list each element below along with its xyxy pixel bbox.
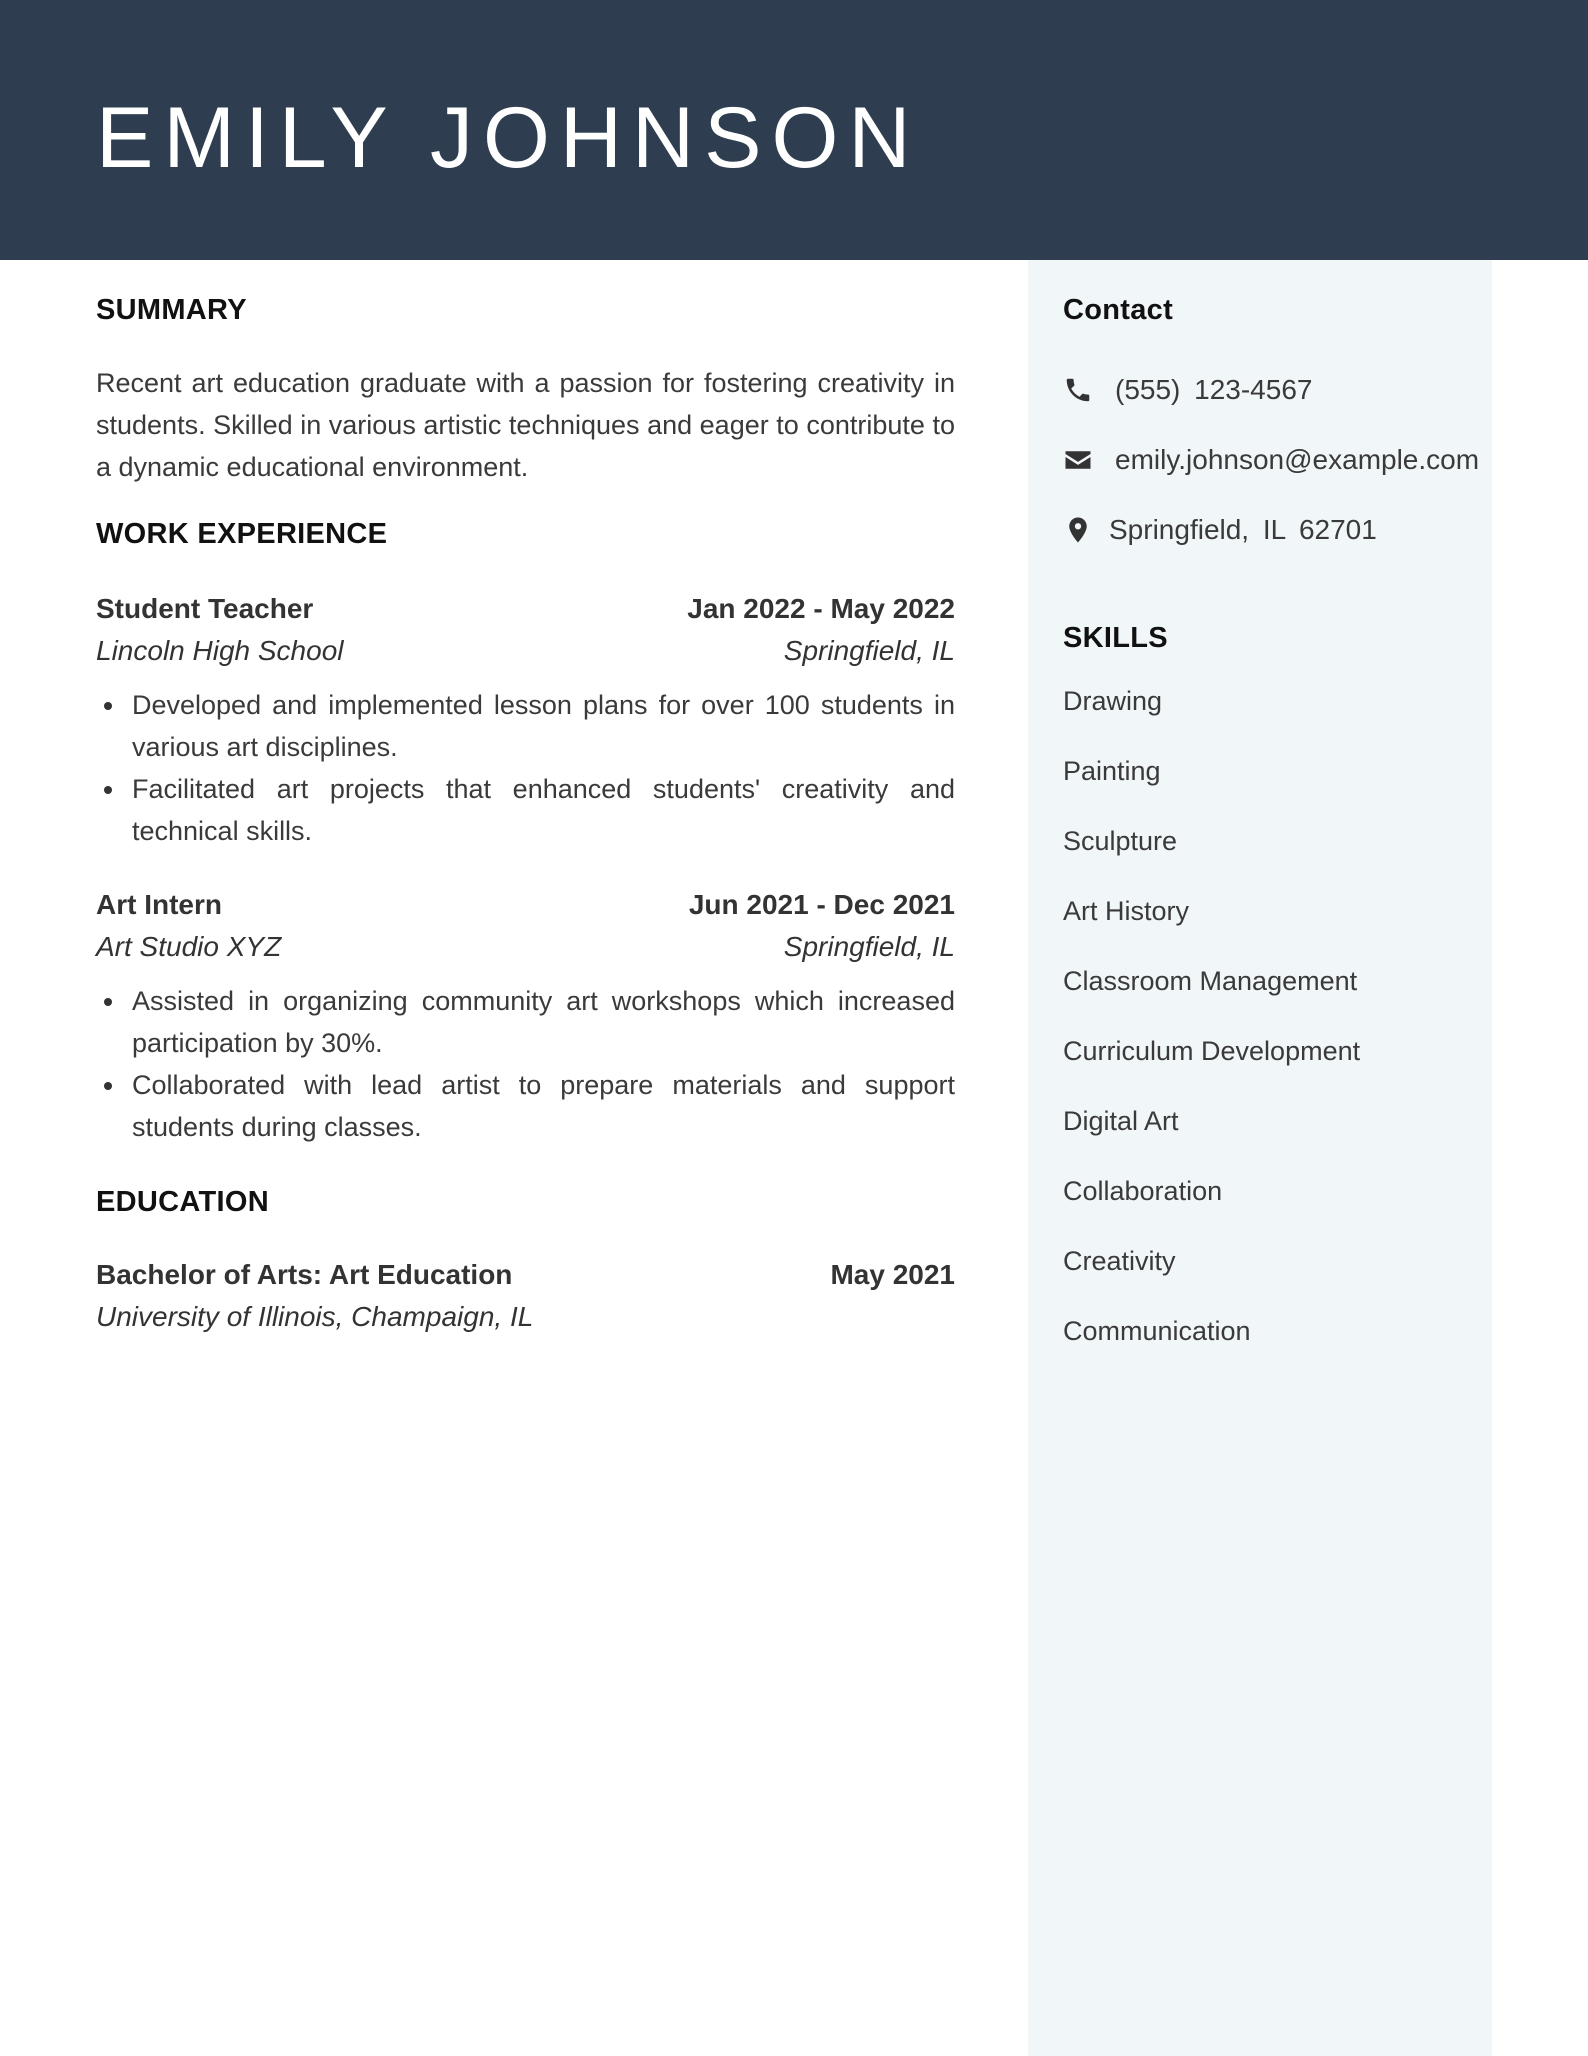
summary-heading: SUMMARY [96,294,247,326]
summary-text: Recent art education graduate with a passion for fostering creativity in students. Skilled in various artistic techniques and eager to contribute to a dynamic educational environment. [96,368,955,482]
skill-item: Digital Art [1063,1106,1179,1136]
phone-icon [1063,375,1093,405]
candidate-name: EMILY JOHNSON [96,90,921,186]
job-bullet: Assisted in organizing community art workshops which increased participation by 30%. [96,980,955,1064]
skill-item: Collaboration [1063,1176,1223,1206]
skill-item: Painting [1063,756,1161,786]
skill-item: Drawing [1063,686,1163,716]
job-dates: Jun 2021 - Dec 2021 [688,889,955,920]
job-bullet: Collaborated with lead artist to prepare materials and support students during classes. [96,1064,955,1148]
job-entry [96,588,955,852]
contact-location [1063,514,1377,546]
graduation-date: May 2021 [830,1259,955,1290]
job-organization: Lincoln High School [96,635,344,666]
education-heading: EDUCATION [96,1186,269,1218]
school: University of Illinois, Champaign, IL [96,1301,534,1332]
job-title: Art Intern [96,889,222,920]
job-dates: Jan 2022 - May 2022 [687,593,955,624]
work-experience-heading: WORK EXPERIENCE [96,518,388,550]
contact-heading: Contact [1063,294,1174,326]
job-bullet: Facilitated art projects that enhanced students' creativity and technical skills. [96,768,955,852]
contact-phone-text: (555) 123-4567 [1115,374,1313,405]
contact-email-text: emily.johnson@example.com [1115,444,1480,475]
job-entry [96,884,955,1148]
degree: Bachelor of Arts: Art Education [96,1259,513,1290]
job-organization: Art Studio XYZ [96,931,282,962]
job-title: Student Teacher [96,593,314,624]
map-pin-icon [1063,515,1093,545]
skill-item: Art History [1063,896,1190,926]
skill-item: Curriculum Development [1063,1036,1361,1066]
education-entry [96,1254,955,1338]
header-banner [0,0,1588,260]
skill-item: Classroom Management [1063,966,1358,996]
skills-list [1063,680,1360,1380]
skill-item: Creativity [1063,1246,1176,1276]
envelope-icon [1063,445,1093,475]
job-location: Springfield, IL [783,635,955,666]
job-bullet: Developed and implemented lesson plans for over 100 students in various art disciplines. [96,684,955,768]
job-bullets [96,980,955,1148]
contact-email [1063,444,1479,476]
contact-location-text: Springfield, IL 62701 [1109,514,1377,545]
job-bullets [96,684,955,852]
job-location: Springfield, IL [783,931,955,962]
contact-phone [1063,374,1312,406]
skill-item: Sculpture [1063,826,1178,856]
skills-heading: SKILLS [1063,622,1168,654]
skill-item: Communication [1063,1316,1251,1346]
